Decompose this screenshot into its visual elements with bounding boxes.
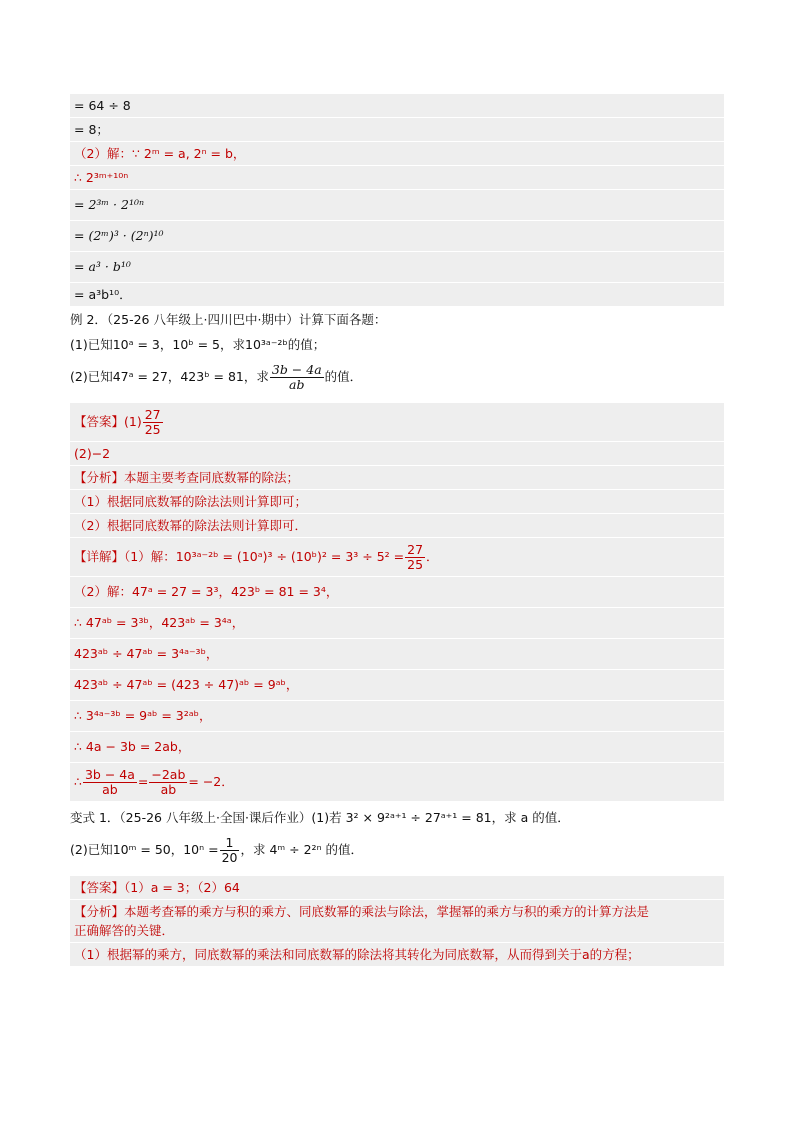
answer-tag: 【答案】 bbox=[74, 414, 125, 429]
variant-1-part-2 bbox=[70, 830, 724, 870]
fraction-denominator: ab bbox=[160, 782, 177, 797]
detail-last-line bbox=[70, 763, 724, 802]
fraction bbox=[83, 768, 137, 797]
example-2-part-1: (1)已知10ᵃ = 3，10ᵇ = 5，求10³ᵃ⁻²ᵇ的值； bbox=[70, 337, 326, 352]
detail-line: ∴ 4a − 3b = 2ab， bbox=[70, 732, 724, 763]
q2-suffix: ，求 4ᵐ ÷ 2²ⁿ 的值． bbox=[240, 842, 364, 857]
equals-sign: = bbox=[137, 774, 149, 789]
fraction-numerator: 27 bbox=[407, 542, 424, 557]
q2-suffix: 的值． bbox=[324, 369, 363, 384]
example-2-question bbox=[70, 307, 724, 397]
detail-tag: 【详解】 bbox=[74, 549, 125, 564]
detail-line: 423ᵃᵇ ÷ 47ᵃᵇ = 3⁴ᵃ⁻³ᵇ， bbox=[70, 639, 724, 670]
fraction-denominator: 25 bbox=[144, 422, 161, 437]
detail-1-text: （1）解：10³ᵃ⁻²ᵇ = (10ᵃ)³ ÷ (10ᵇ)² = 3³ ÷ 5² = bbox=[124, 549, 405, 564]
solution-line: = a³ · b¹⁰ bbox=[70, 252, 724, 283]
fraction-numerator: 3b − 4a bbox=[84, 767, 135, 782]
variant-1-question bbox=[70, 802, 724, 870]
answer-1-prefix: (1) bbox=[124, 414, 142, 429]
analysis-text: 本题考查幂的乘方与积的乘方、同底数幂的乘法与除法，掌握幂的乘方与积的乘方的计算方法是 bbox=[124, 904, 650, 919]
fraction-numerator: 27 bbox=[144, 407, 161, 422]
answer-line bbox=[70, 403, 724, 442]
fraction-numerator: 3b − 4a bbox=[271, 362, 322, 377]
detail-fraction bbox=[405, 543, 425, 572]
fraction-denominator: ab bbox=[102, 782, 118, 797]
analysis-text: 本题主要考查同底数幂的除法； bbox=[124, 470, 300, 485]
example-2-solution bbox=[70, 403, 724, 802]
result-text: = −2． bbox=[188, 774, 234, 789]
detail-line: 423ᵃᵇ ÷ 47ᵃᵇ = (423 ÷ 47)ᵃᵇ = 9ᵃᵇ， bbox=[70, 670, 724, 701]
detail-line: ∴ 47ᵃᵇ = 3³ᵇ，423ᵃᵇ = 3⁴ᵃ， bbox=[70, 608, 724, 639]
answer-2-line: (2)−2 bbox=[70, 442, 724, 466]
fraction-denominator: ab bbox=[289, 377, 305, 392]
example-2-title: 例 2．（25-26 八年级上·四川巴中·期中）计算下面各题： bbox=[70, 312, 387, 327]
solution-line: = 8； bbox=[70, 118, 724, 142]
analysis-point-1: （1）根据幂的乘方，同底数幂的乘法和同底数幂的除法将其转化为同底数幂，从而得到关于a的方程； bbox=[70, 943, 724, 967]
document-page bbox=[70, 94, 724, 967]
analysis-text-continued: 正确解答的关键． bbox=[74, 923, 175, 938]
fraction bbox=[270, 363, 324, 392]
solution-line: = 2³ᵐ · 2¹⁰ⁿ bbox=[70, 190, 724, 221]
analysis-line bbox=[70, 466, 724, 490]
variant-1-solution bbox=[70, 876, 724, 967]
fraction bbox=[149, 768, 187, 797]
q2-prefix: (2)已知47ᵃ = 27，423ᵇ = 81，求 bbox=[70, 369, 269, 384]
variant-1-title: 变式 1．（25-26 八年级上·全国·课后作业）(1)若 3² × 9²ᵃ⁺¹ ÷ 27ᵃ⁺¹ = 81，求 a 的值． bbox=[70, 810, 570, 825]
fraction-denominator: 25 bbox=[407, 557, 424, 572]
solution-line: = 64 ÷ 8 bbox=[70, 94, 724, 118]
detail-1-suffix: ． bbox=[426, 549, 439, 564]
answer-text: （1）a = 3；（2）64 bbox=[124, 880, 240, 895]
analysis-tag: 【分析】 bbox=[74, 470, 125, 485]
fraction-denominator: 20 bbox=[221, 850, 238, 865]
fraction-numerator: −2ab bbox=[151, 767, 186, 782]
answer-line bbox=[70, 876, 724, 900]
answer-fraction bbox=[143, 408, 163, 437]
detail-line: （2）解：47ᵃ = 27 = 3³，423ᵇ = 81 = 3⁴， bbox=[70, 577, 724, 608]
solution-line: = (2ᵐ)³ · (2ⁿ)¹⁰ bbox=[70, 221, 724, 252]
therefore-symbol: ∴ bbox=[74, 774, 82, 789]
fraction bbox=[220, 836, 240, 865]
detail-line-1 bbox=[70, 538, 724, 577]
solution-line: （2）解：∵ 2ᵐ = a, 2ⁿ = b， bbox=[70, 142, 724, 166]
solution-line: = a³b¹⁰． bbox=[70, 283, 724, 307]
analysis-tag: 【分析】 bbox=[74, 904, 125, 919]
answer-tag: 【答案】 bbox=[74, 880, 125, 895]
previous-solution-block bbox=[70, 94, 724, 307]
analysis-point-1: （1）根据同底数幂的除法法则计算即可； bbox=[70, 490, 724, 514]
solution-line: ∴ 2³ᵐ⁺¹⁰ⁿ bbox=[70, 166, 724, 190]
q2-prefix: (2)已知10ᵐ = 50，10ⁿ = bbox=[70, 842, 219, 857]
fraction-numerator: 1 bbox=[220, 836, 240, 851]
analysis-point-2: （2）根据同底数幂的除法法则计算即可． bbox=[70, 514, 724, 538]
example-2-part-2 bbox=[70, 357, 724, 397]
detail-line: ∴ 3⁴ᵃ⁻³ᵇ = 9ᵃᵇ = 3²ᵃᵇ， bbox=[70, 701, 724, 732]
analysis-line bbox=[70, 900, 724, 943]
